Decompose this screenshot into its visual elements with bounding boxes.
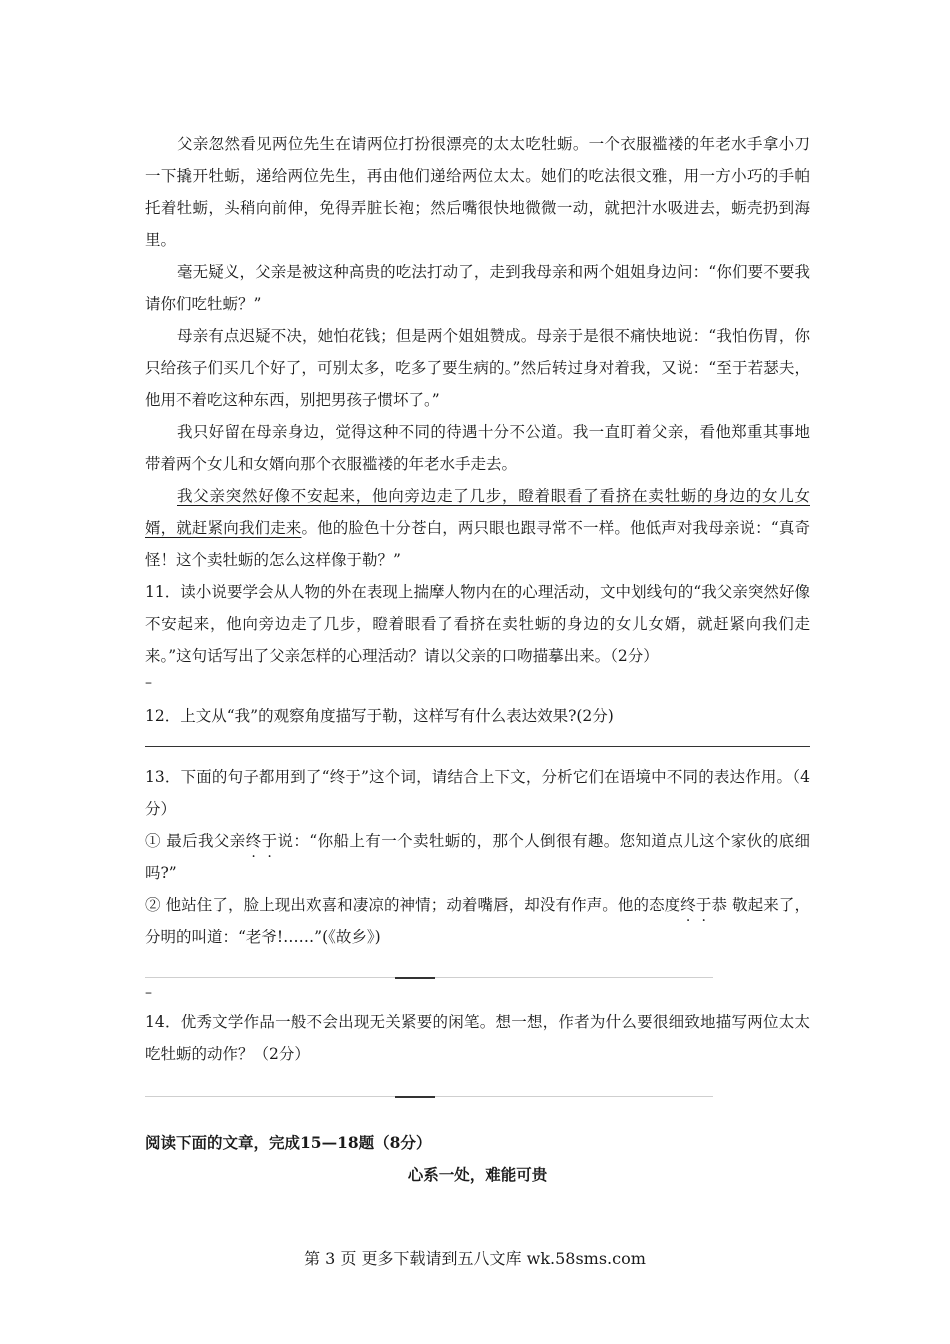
passage-paragraph-4: 我只好留在母亲身边，觉得这种不同的待遇十分不公道。我一直盯着父亲，看他郑重其事地带着两个女儿和女婿向那个衣服褴褛的年老水手走去。	[145, 423, 810, 473]
answer-blank-13: –	[145, 985, 152, 1001]
section-instruction: 阅读下面的文章，完成15—18题（8分）	[145, 1133, 432, 1152]
answer-line-14	[145, 1096, 713, 1097]
question-11: 11．读小说要学会从人物的外在表现上揣摩人物内在的心理活动，文中划线句的“我父亲突然好像不安起来，他向旁边走了几步，瞪着眼看了看挤在卖牡蛎的身边的女儿女婿，就赶紧向我们走来。”这句话写出了父亲怎样的心理活动？请以父亲的口吻描摹出来。（2分）	[145, 583, 810, 665]
page-content	[145, 128, 810, 1191]
sentence-1-text: 说：“你船上有一个卖牡蛎的，那个人倒很有趣。您知道点儿这个家伙的底细吗?”	[145, 832, 810, 882]
sentence-2-text: ② 他站住了，脸上现出欢喜和凄凉的神情；动着嘴唇，却没有作声。他的态度	[145, 896, 681, 914]
underlined-sentence: 我父亲突然好像不安起来，他向旁边走了几步，瞪着眼看了看挤在卖牡蛎的身边的女儿女婿，就赶紧向我们走来	[145, 487, 810, 537]
answer-line-13	[145, 977, 713, 978]
sentence-2-text: 恭 敬起来了，分明的叫道：“老爷!……”(《故乡》)	[145, 896, 810, 946]
emphasis-char: 终	[245, 832, 262, 850]
answer-line-12	[145, 746, 810, 747]
passage-paragraph-5	[145, 480, 810, 576]
sentence-1-text: ① 最后我父亲	[145, 832, 246, 850]
passage-paragraph-1: 父亲忽然看见两位先生在请两位打扮很漂亮的太太吃牡蛎。一个衣服褴褛的年老水手拿小刀一下撬开牡蛎，递给两位先生，再由他们递给两位太太。她们的吃法很文雅，用一方小巧的手帕托着牡蛎，头稍向前伸，免得弄脏长袍；然后嘴很快地微微一动，就把汁水吸进去，蛎壳扔到海里。	[145, 135, 810, 249]
question-14: 14．优秀文学作品一般不会出现无关紧要的闲笔。想一想，作者为什么要很细致地描写两位太太吃牡蛎的动作？（2分）	[145, 1013, 810, 1063]
article-title: 心系一处，难能可贵	[407, 1165, 548, 1184]
question-13-sentence-2	[145, 889, 810, 953]
question-12: 12．上文从“我”的观察角度描写于勒，这样写有什么表达效果?(2分)	[145, 707, 614, 725]
emphasis-char: 终	[680, 896, 696, 914]
passage-paragraph-3: 母亲有点迟疑不决，她怕花钱；但是两个姐姐赞成。母亲于是很不痛快地说：“我怕伤胃，你只给孩子们买几个好了，可别太多，吃多了要生病的。”然后转过身对着我，又说：“至于若瑟夫，他用不着吃这种东西，别把男孩子惯坏了。”	[145, 327, 810, 409]
page-footer: 第 3 页 更多下载请到五八文库 wk.58sms.com	[304, 1249, 646, 1268]
paragraph-5-rest: 。他的脸色十分苍白，两只眼也跟寻常不一样。他低声对我母亲说：“真奇怪！这个卖牡蛎的怎么这样像于勒？”	[145, 519, 810, 569]
emphasis-char: 于	[695, 896, 712, 914]
emphasis-char: 于	[261, 832, 278, 850]
question-13-sentence-1	[145, 825, 810, 889]
passage-paragraph-2: 毫无疑义，父亲是被这种高贵的吃法打动了，走到我母亲和两个姐姐身边问：“你们要不要我请你们吃牡蛎？”	[145, 263, 810, 313]
answer-blank-11: –	[145, 675, 152, 691]
question-13: 13．下面的句子都用到了“终于”这个词，请结合上下文，分析它们在语境中不同的表达作用。（4分）	[145, 768, 810, 818]
